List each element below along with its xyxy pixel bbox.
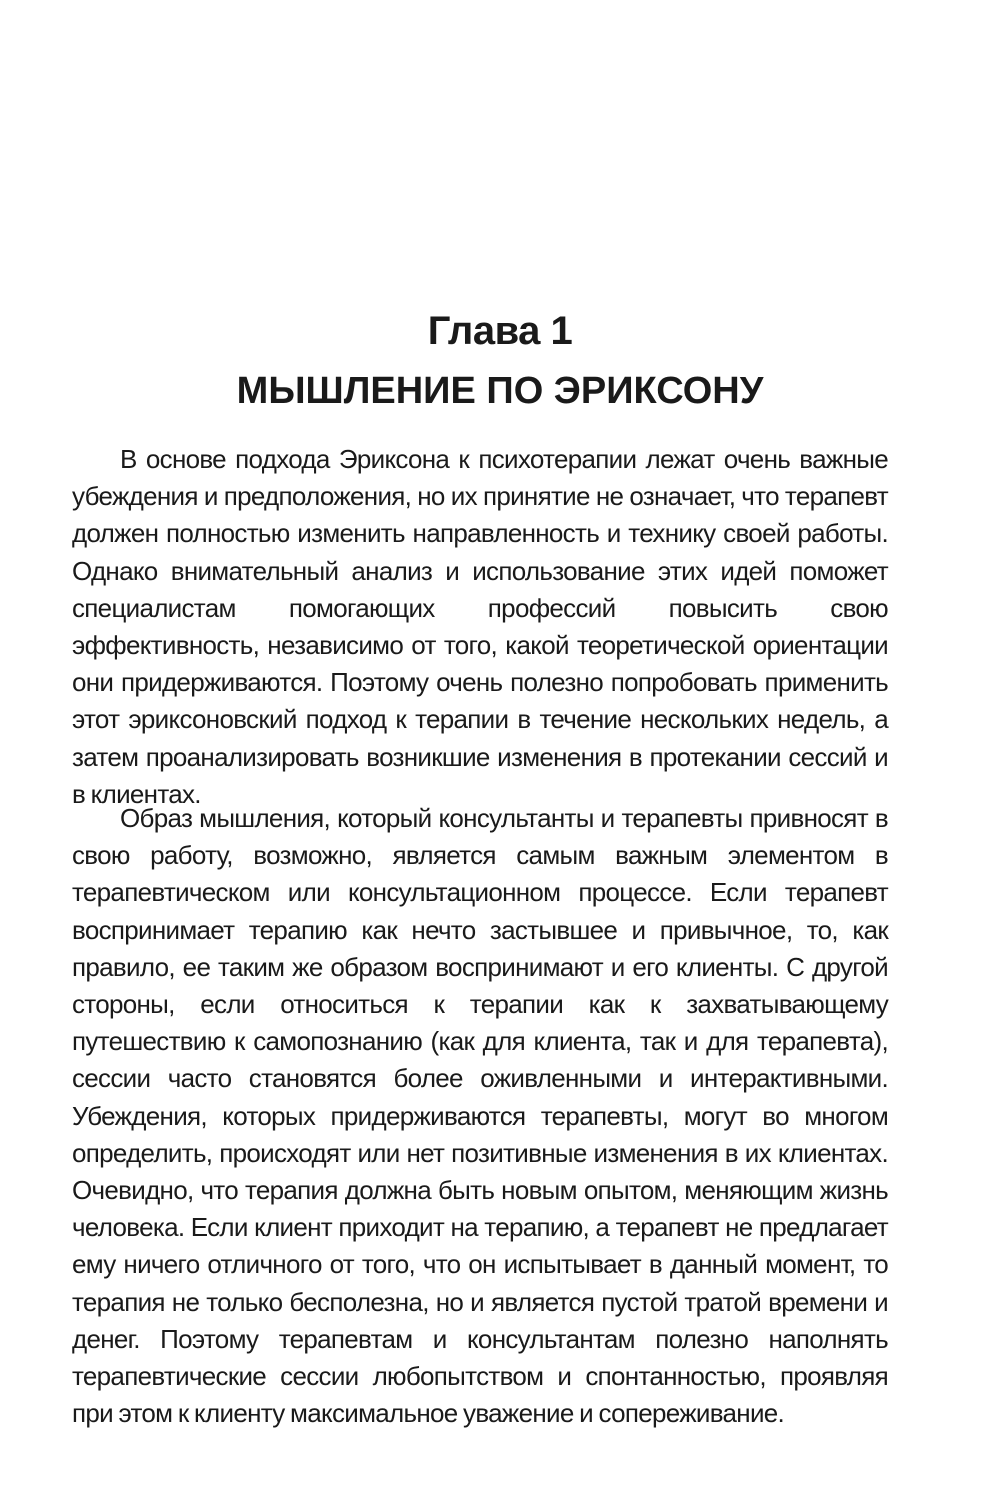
- paragraph-1: В основе подхода Эриксона к психотерапии лежат очень важные убеждения и предположения, но их принятие не означает, что терапевт должен полностью изменить направленность и технику своей работы. Однако внимательный анализ и использование этих идей поможет специалистам помогающих профессий повысить свою эффективность, независимо от того, какой теоретической ориентации они придерживаются. Поэтому очень полезно попробовать применить этот эриксоновский подход к терапии в течение нескольких недель, а затем проанализировать возникшие изменения в протекании сессий и в клиентах.: [72, 444, 888, 809]
- paragraph-2: Образ мышления, который консультанты и терапевты привносят в свою работу, возможно, является самым важным элементом в терапевтическом или консультационном процессе. Если терапевт воспринимает терапию как нечто застывшее и привычное, то, как правило, ее таким же образом воспринимают и его клиенты. С другой стороны, если относиться к терапии как к захватывающему путешествию к самопознанию (как для клиента, так и для терапевта), сессии часто становятся более оживленными и интерактивными. Убеждения, которых придерживаются терапевты, могут во многом определить, происходят или нет позитивные изменения в их клиентах. Очевидно, что терапия должна быть новым опытом, меняющим жизнь человека. Если клиент приходит на терапию, а терапевт не предлагает ему ничего отличного от того, что он испытывает в данный момент, то терапия не только бесполезна, но и является пустой тратой времени и денег. Поэтому терапевтам и консультантам полезно наполнять терапевтические сессии любопытством и спонтанностью, проявляя при этом к клиенту максимальное уважение и сопереживание.: [72, 803, 888, 1429]
- chapter-number: Глава 1: [427, 309, 573, 353]
- chapter-title: МЫШЛЕНИЕ ПО ЭРИКСОНУ: [236, 370, 764, 412]
- chapter-header: [0, 305, 1000, 415]
